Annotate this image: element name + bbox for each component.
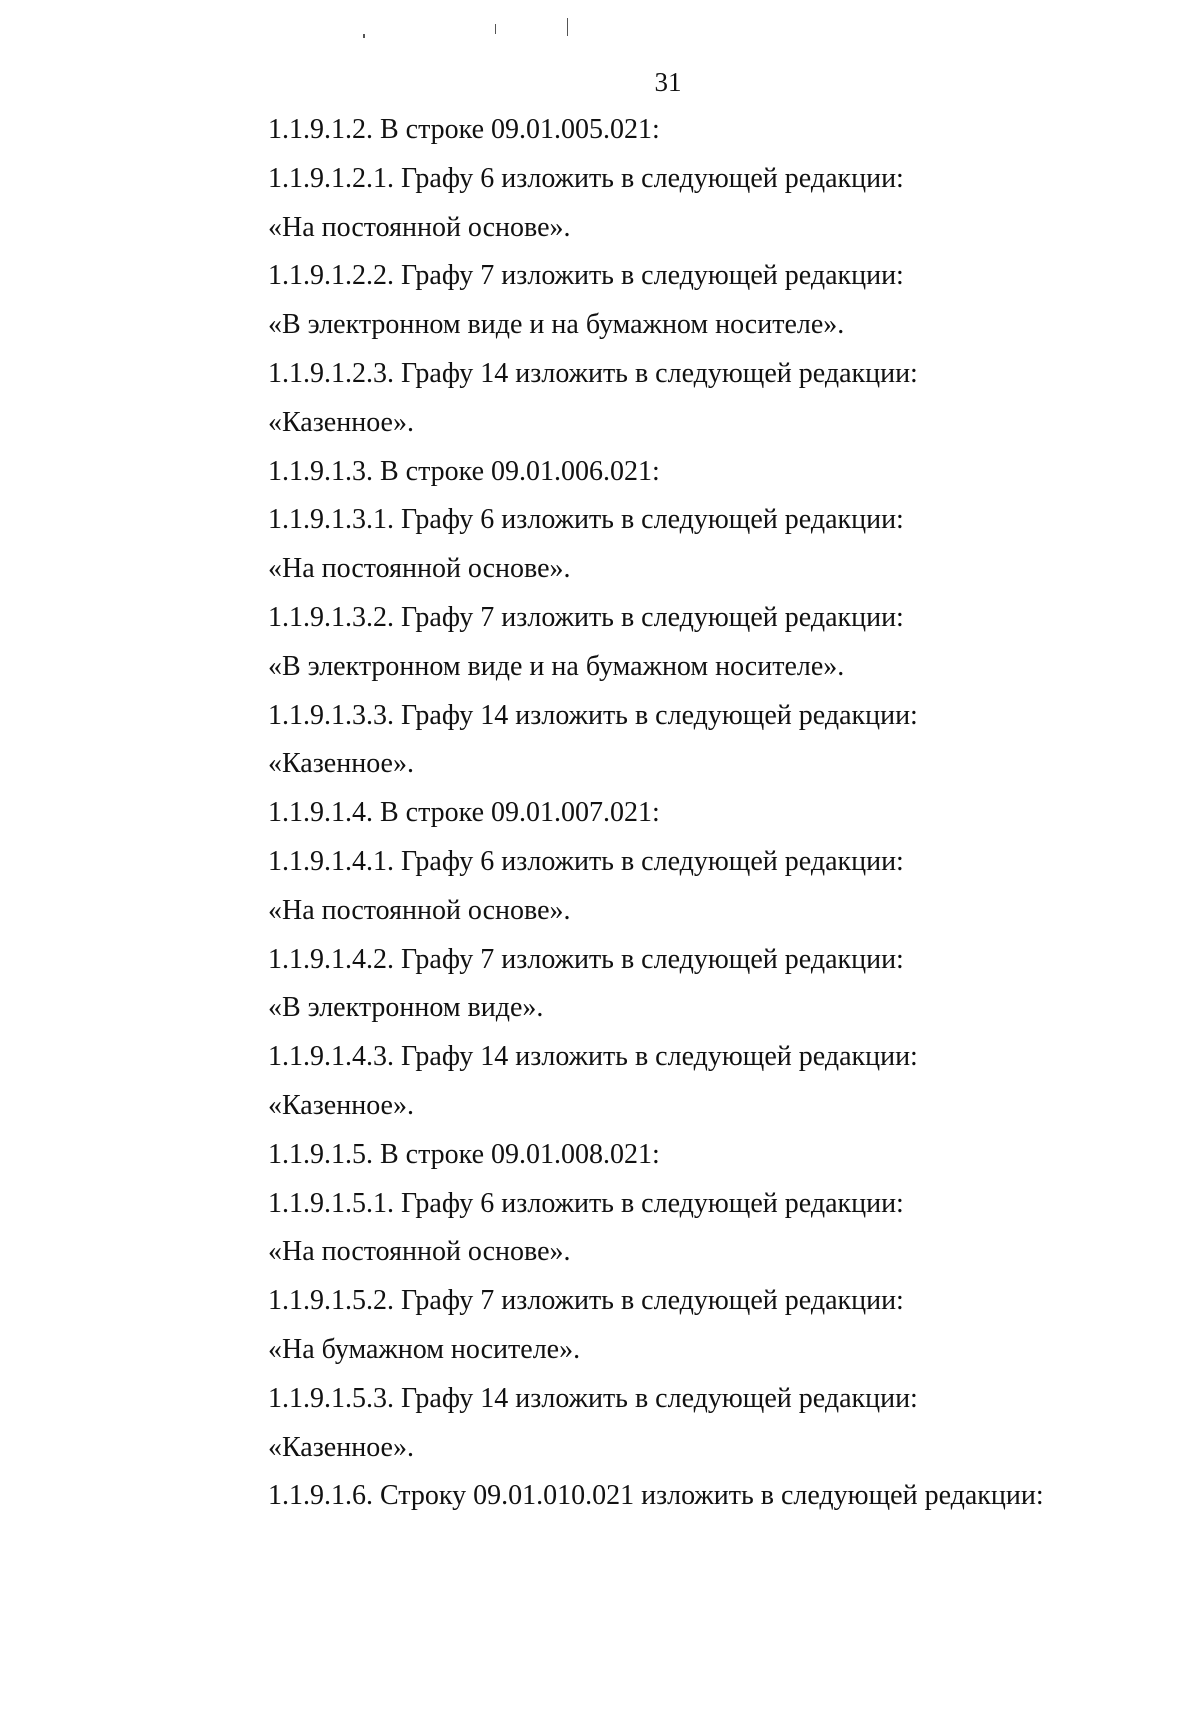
quoted-value-line: «На постоянной основе». (268, 211, 571, 243)
clause-line: 1.1.9.1.5.1. Графу 6 изложить в следующей редакции: (268, 1187, 904, 1219)
clause-line: 1.1.9.1.3.1. Графу 6 изложить в следующей редакции: (268, 504, 904, 536)
page-number: 31 (654, 67, 682, 97)
clause-line: 1.1.9.1.3.2. Графу 7 изложить в следующей редакции: (268, 601, 904, 633)
scan-mark (363, 34, 365, 38)
quoted-value-line: «На постоянной основе». (268, 1236, 571, 1268)
document-body (268, 106, 1168, 1521)
scan-mark (495, 24, 496, 34)
clause-line: 1.1.9.1.6. Строку 09.01.010.021 изложить в следующей редакции: (268, 1480, 1044, 1512)
quoted-value-line: «На постоянной основе». (268, 553, 571, 585)
clause-line: 1.1.9.1.4. В строке 09.01.007.021: (268, 797, 660, 829)
quoted-value-line: «В электронном виде и на бумажном носителе». (268, 650, 845, 682)
quoted-value-line: «Казенное». (268, 1089, 414, 1121)
clause-line: 1.1.9.1.3.3. Графу 14 изложить в следующей редакции: (268, 699, 918, 731)
clause-line: 1.1.9.1.2.2. Графу 7 изложить в следующей редакции: (268, 260, 904, 292)
clause-line: 1.1.9.1.5.3. Графу 14 изложить в следующей редакции: (268, 1382, 918, 1414)
clause-line: 1.1.9.1.2.3. Графу 14 изложить в следующей редакции: (268, 357, 918, 389)
quoted-value-line: «В электронном виде и на бумажном носителе». (268, 309, 845, 341)
clause-line: 1.1.9.1.4.1. Графу 6 изложить в следующей редакции: (268, 845, 904, 877)
clause-line: 1.1.9.1.2.1. Графу 6 изложить в следующей редакции: (268, 162, 904, 194)
clause-line: 1.1.9.1.4.2. Графу 7 изложить в следующей редакции: (268, 943, 904, 975)
scan-mark (567, 18, 568, 36)
clause-line: 1.1.9.1.5.2. Графу 7 изложить в следующей редакции: (268, 1285, 904, 1317)
quoted-value-line: «На бумажном носителе». (268, 1333, 581, 1365)
clause-line: 1.1.9.1.5. В строке 09.01.008.021: (268, 1138, 660, 1170)
quoted-value-line: «Казенное». (268, 748, 414, 780)
quoted-value-line: «В электронном виде». (268, 992, 544, 1024)
clause-line: 1.1.9.1.2. В строке 09.01.005.021: (268, 114, 660, 145)
quoted-value-line: «Казенное». (268, 1431, 414, 1463)
clause-line: 1.1.9.1.3. В строке 09.01.006.021: (268, 455, 660, 487)
clause-line: 1.1.9.1.4.3. Графу 14 изложить в следующей редакции: (268, 1041, 918, 1073)
quoted-value-line: «Казенное». (268, 406, 414, 438)
quoted-value-line: «На постоянной основе». (268, 894, 571, 926)
